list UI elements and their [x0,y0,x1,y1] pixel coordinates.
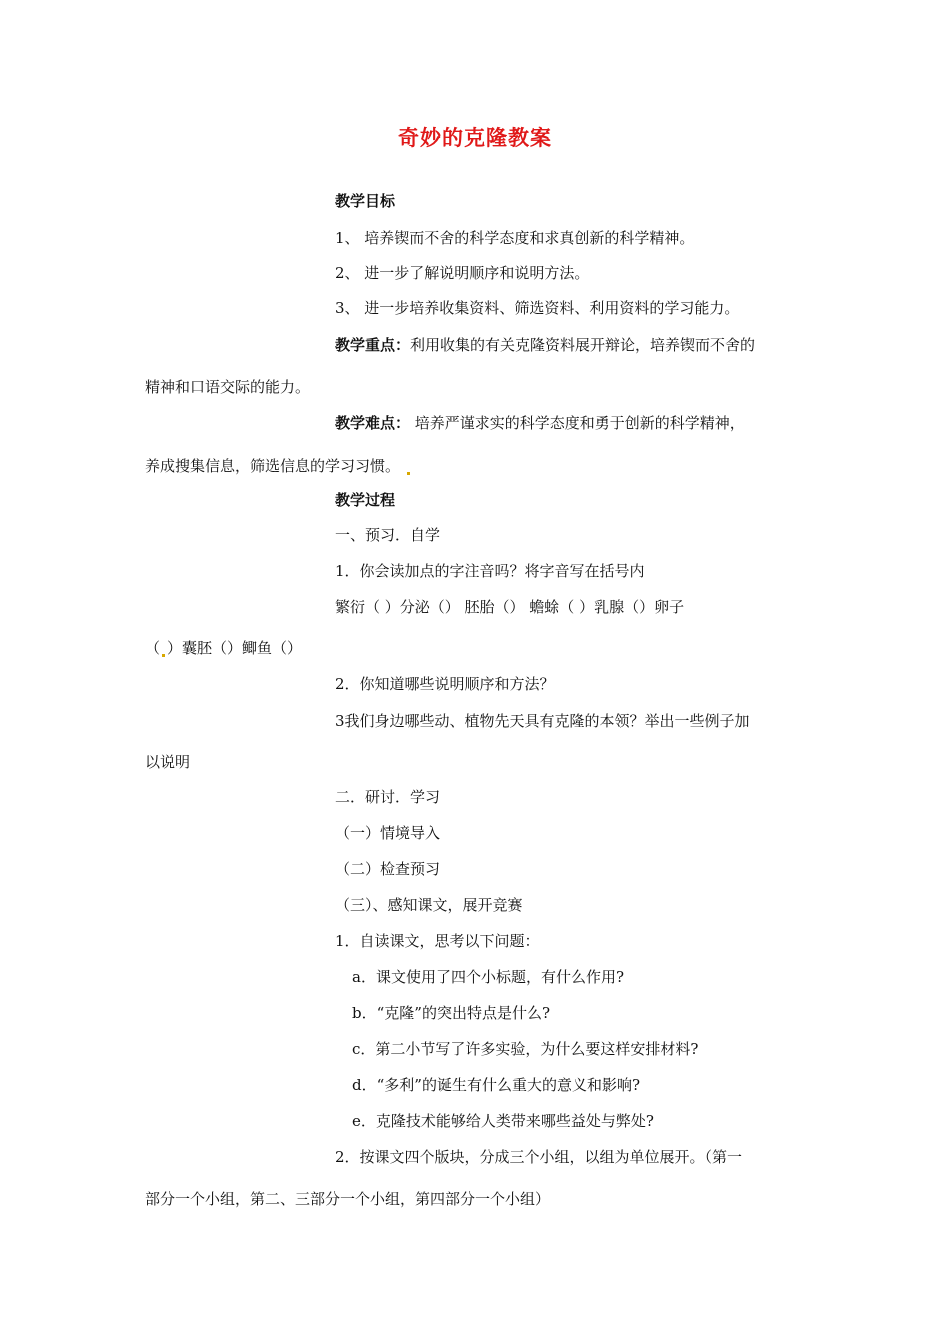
difficulties-label: 教学难点： [335,414,411,432]
key-points-label: 教学重点： [335,336,411,354]
group-task-continuation: 部分一个小组，第二、三部分一个小组，第四部分一个小组） [145,1190,551,1208]
words-line-2-rest: ）囊胚（）鲫鱼（） [167,639,303,657]
list-item: c．第二小节写了许多实验，为什么要这样安排材料? [352,1040,699,1058]
list-item: a．课文使用了四个小标题，有什么作用? [352,968,624,986]
difficulties-line [335,412,745,434]
question-3: 3我们身边哪些动、植物先天具有克隆的本领？举出一些例子加 [335,712,750,730]
key-points-continuation: 精神和口语交际的能力。 [145,378,311,396]
question-1: 1．你会读加点的字注音吗？将字音写在括号内 [335,562,645,580]
section-heading: 一、预习．自学 [335,526,441,544]
ink-mark [162,654,165,657]
objectives-heading: 教学目标 [335,192,396,210]
difficulties-text-2: 养成搜集信息，筛选信息的学习习惯。 [145,457,401,475]
list-item: d．“多利”的诞生有什么重大的意义和影响? [352,1076,640,1094]
objective-item: 3、 进一步培养收集资料、筛选资料、利用资料的学习能力。 [335,299,740,317]
words-line-2-open: （ [145,639,161,657]
subsection-heading: （二）检查预习 [335,860,441,878]
objective-item: 2、 进一步了解说明顺序和说明方法。 [335,264,590,282]
key-points-text: 利用收集的有关克隆资料展开辩论，培养锲而不舍的 [410,336,756,354]
group-task: 2．按课文四个版块，分成三个小组，以组为单位展开。（第一 [335,1148,743,1166]
question-2: 2．你知道哪些说明顺序和方法？ [335,675,555,693]
section-heading: 二．研讨．学习 [335,788,441,806]
reading-task: 1．自读课文，思考以下问题： [335,932,540,950]
ink-mark [407,472,410,475]
words-line-1: 繁衍（ ）分泌（） 胚胎（） 蟾蜍（ ）乳腺（）卵子 [335,598,685,616]
document-title: 奇妙的克隆教案 [398,126,552,150]
list-item: b．“克隆”的突出特点是什么? [352,1004,550,1022]
process-heading: 教学过程 [335,491,396,509]
words-line-2 [145,637,302,659]
subsection-heading: （一）情境导入 [335,824,441,842]
list-item: e．克隆技术能够给人类带来哪些益处与弊处? [352,1112,654,1130]
difficulties-continuation [145,455,412,477]
objective-item: 1、 培养锲而不舍的科学态度和求真创新的科学精神。 [335,229,695,247]
question-3-continuation: 以说明 [145,753,191,771]
difficulties-text: 培养严谨求实的科学态度和勇于创新的科学精神， [410,414,745,432]
key-points-line [335,334,755,356]
subsection-heading: （三）、感知课文，展开竞赛 [335,896,523,914]
